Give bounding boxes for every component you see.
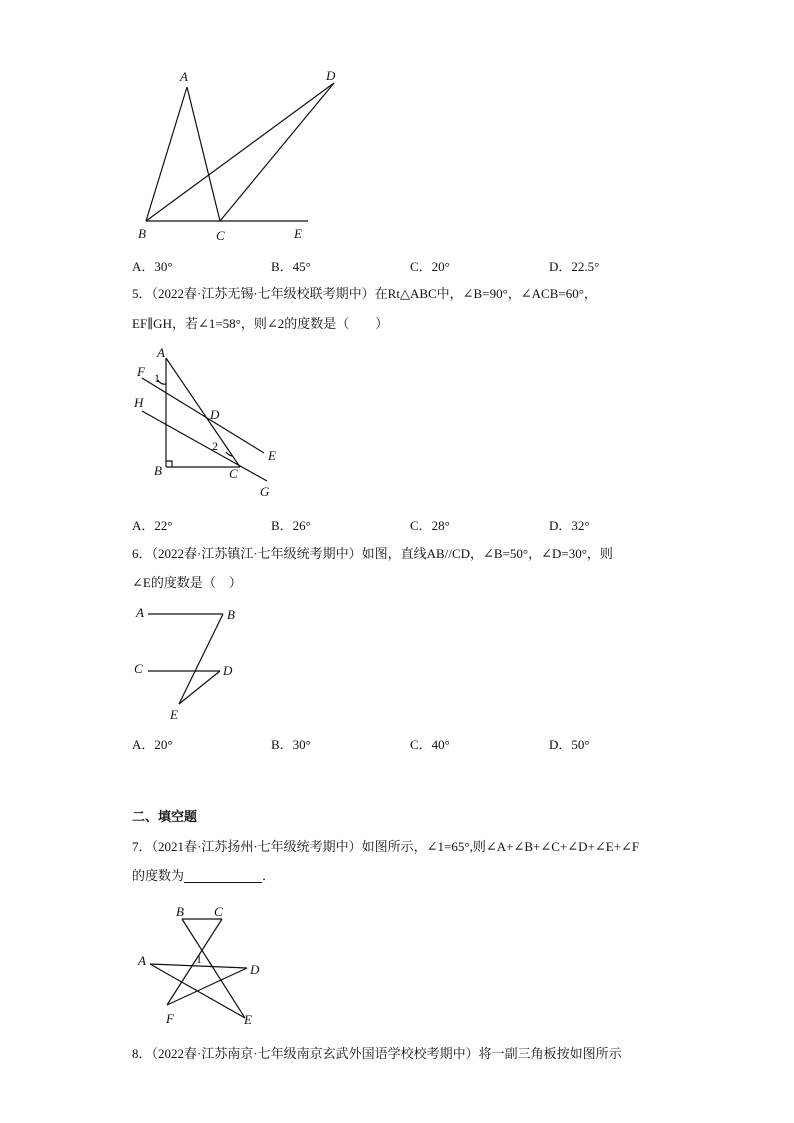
q7-figure xyxy=(130,898,270,1038)
q8-stem-line1: 8．（2022春·江苏南京·七年级南京玄武外国语学校校考期中）将一副三角板按如图所示 xyxy=(132,1046,622,1061)
q4-option-a[interactable]: A．30° xyxy=(132,259,173,274)
q6-label-b: B xyxy=(227,607,235,622)
q4-label-a: A xyxy=(180,69,188,84)
q6-diagram xyxy=(130,600,250,725)
q6-options xyxy=(132,734,732,753)
q7-angle-1: 1 xyxy=(196,952,202,966)
q7-stem-line1: 7．（2021春·江苏扬州·七年级统考期中）如图所示，∠1=65°,则∠A+∠B+∠C+∠D+∠E+∠F xyxy=(132,839,640,854)
q5-figure xyxy=(130,340,290,505)
q4-option-c[interactable]: C．20° xyxy=(410,259,450,274)
q4-label-c: C xyxy=(216,228,225,243)
q5-label-e: E xyxy=(268,448,276,463)
q5-options xyxy=(132,515,732,534)
q6-label-c: C xyxy=(134,661,143,676)
section-title-fill-in: 二、填空题 xyxy=(132,810,198,825)
q7-label-c: C xyxy=(214,904,223,919)
q5-option-d[interactable]: D．32° xyxy=(549,518,590,533)
q6-label-a: A xyxy=(136,605,144,620)
q7-label-e: E xyxy=(244,1012,252,1027)
q5-diagram xyxy=(130,340,290,500)
q6-option-a[interactable]: A．20° xyxy=(132,737,173,752)
q4-label-d: D xyxy=(326,68,336,83)
q4-option-b[interactable]: B．45° xyxy=(271,259,311,274)
q7-label-b: B xyxy=(176,904,184,919)
q7-diagram xyxy=(130,898,270,1033)
q5-label-a: A xyxy=(157,345,165,360)
q5-stem-line1: 5．（2022春·江苏无锡·七年级校联考期中）在Rt△ABC中，∠B=90°，∠ACB=60°， xyxy=(132,286,597,301)
q6-option-d[interactable]: D．50° xyxy=(549,737,590,752)
q6-option-c[interactable]: C．40° xyxy=(410,737,450,752)
q7-label-a: A xyxy=(138,953,146,968)
q4-label-e: E xyxy=(294,226,302,241)
q5-label-b: B xyxy=(154,463,162,478)
q5-option-c[interactable]: C．28° xyxy=(410,518,450,533)
q7-label-d: D xyxy=(250,962,260,977)
q4-figure xyxy=(130,60,350,255)
q5-option-b[interactable]: B．26° xyxy=(271,518,311,533)
q7-stem-line2 xyxy=(132,866,672,886)
q4-diagram xyxy=(130,60,350,250)
q6-option-b[interactable]: B．30° xyxy=(271,737,311,752)
q4-option-d[interactable]: D．22.5° xyxy=(549,259,600,274)
q5-angle-1: 1 xyxy=(154,371,160,385)
q5-label-h: H xyxy=(134,395,144,410)
q7-stem-prefix: 的度数为 xyxy=(132,868,185,883)
q5-label-f: F xyxy=(137,364,145,379)
q6-label-d: D xyxy=(223,663,233,678)
q7-label-f: F xyxy=(166,1011,174,1026)
q7-stem-suffix: ． xyxy=(262,868,276,883)
q6-label-e: E xyxy=(170,707,178,722)
q4-label-b: B xyxy=(138,226,146,241)
q6-stem-line1: 6．（2022春·江苏镇江·七年级统考期中）如图，直线AB//CD，∠B=50°，∠D=30°，则 xyxy=(132,546,613,561)
q7-answer-blank[interactable] xyxy=(184,868,262,883)
q5-label-g: G xyxy=(260,484,270,499)
q5-stem-line2: EF∥GH，若∠1=58°，则∠2的度数是（ ） xyxy=(132,316,389,331)
q5-label-c: C xyxy=(229,466,238,481)
q6-stem-line2: ∠E的度数是（ ） xyxy=(132,575,242,590)
q5-label-d: D xyxy=(210,407,220,422)
q6-figure xyxy=(130,600,250,730)
q5-option-a[interactable]: A．22° xyxy=(132,518,173,533)
q5-angle-2: 2 xyxy=(212,439,218,453)
q4-options xyxy=(132,256,732,275)
